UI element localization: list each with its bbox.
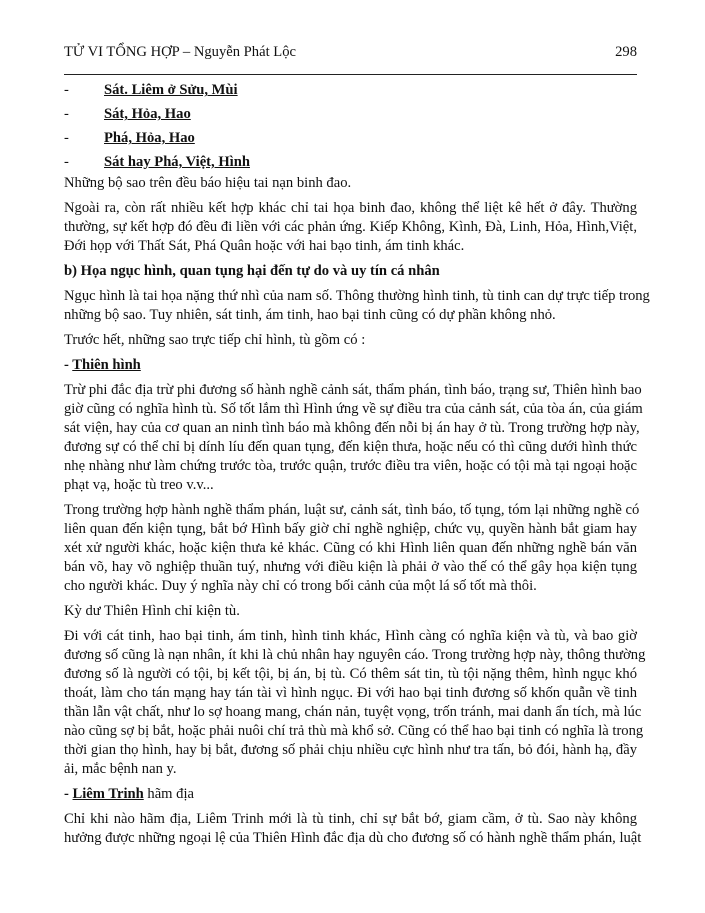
page-number: 298 — [615, 44, 637, 60]
text-line: nhẹ nhàng như làm chứng trước tòa, trước quận, trước điều tra viên, hoặc có tội mà tại ngoại hoặc — [64, 458, 637, 474]
text-line: Kỳ dư Thiên Hình chỉ kiện tù. — [64, 603, 240, 619]
page-body — [64, 78, 650, 854]
text-line: sát viện, hay của cơ quan an ninh tình báo mà không đến nỗi bị án hay ở tù. Trong trường hợp này, — [64, 420, 640, 436]
text-line: thần lẫn vật chất, như lo sợ hoang mang, chán nản, tuyệt vọng, trốn tránh, mai danh ẩn tích, mà lúc — [64, 704, 642, 720]
text-line: Trong trường hợp hành nghề thẩm phán, luật sư, cảnh sát, tình báo, tố tụng, tóm lại những nghề có — [64, 502, 640, 518]
header-title: TỬ VI TỔNG HỢP – Nguyễn Phát Lộc — [64, 44, 296, 60]
text-line: Trừ phi đắc địa trừ phi đương số hành nghề cảnh sát, thẩm phán, tình báo, trạng sư, Thiên hình bao — [64, 382, 642, 398]
text-line: đương số là người có tội, bị kết tội, bị án, bị tù. Có thêm sát tin, tù tội nặng thêm, hình ngục khó — [64, 666, 637, 682]
paragraph — [64, 287, 650, 325]
text-line: thường, sự kết hợp đó đều đi liền với các phản ứng. Kiếp Không, Kình, Đà, Linh, Hỏa, Hình,Việt, — [64, 219, 637, 235]
paragraph — [64, 331, 637, 350]
page-header — [64, 42, 637, 62]
header-rule — [64, 74, 637, 75]
text-line: bán võ, hay võ nghiệp thuần tuý, nhưng với điều kiện là phải ở vào thế có thể gây họa kiện tụng — [64, 559, 637, 575]
text-line: cho người khác. Duy ý nghĩa này chỉ có trong bối cảnh của một lá số tốt mà thôi. — [64, 578, 537, 594]
section-heading: b) Họa ngục hình, quan tụng hại đến tự do và uy tín cá nhân — [64, 263, 440, 279]
paragraph — [64, 810, 642, 848]
text-line: thời gian thọ hình, hay bị bắt, đương số phải chịu nhiều cực hình như tra tấn, bỏ đói, hành hạ, đầy — [64, 742, 637, 758]
text-line: Đới họp với Thất Sát, Phá Quân hoặc với hai bạo tinh, ám tinh khác. — [64, 238, 465, 254]
paragraph — [64, 627, 646, 779]
paragraph — [64, 501, 640, 596]
text-line: Những bộ sao trên đều báo hiệu tai nạn binh đao. — [64, 175, 352, 191]
text-line: Ngục hình là tai họa nặng thứ nhì của nam số. Thông thường hình tinh, tù tinh can dự trực tiếp trong — [64, 288, 650, 304]
text-line: Chỉ khi nào hãm địa, Liêm Trinh mới là tù tinh, chỉ sự bắt bớ, giam cầm, ở tù. Sao này không — [64, 811, 637, 827]
text-line: Ngoài ra, còn rất nhiều kết hợp khác chỉ tai họa binh đao, không thể liệt kê hết ở đây. Thường — [64, 200, 637, 216]
text-line: phạt vạ, hoặc tù treo v.v... — [64, 477, 214, 493]
text-line: nào cũng sợ bị bắt, hoặc phải nuôi chí trả thù mà khổ sở. Cũng có thể hao bại tinh có nghĩa là trong — [64, 723, 644, 739]
text-line: hưởng được những ngoại lệ của Thiên Hình đắc địa dù cho đương số có hành nghề thẩm phán, luật — [64, 830, 642, 846]
paragraph — [64, 174, 637, 193]
text-line: Đi với cát tinh, hao bại tinh, ám tinh, hình tinh khác, Hình càng có nghĩa kiện và tù, và bao giờ — [64, 628, 637, 644]
list-item: - Sát. Liêm ở Sửu, Mùi — [64, 82, 238, 98]
list-item: - Sát hay Phá, Việt, Hình — [64, 154, 250, 170]
subheading-thien-hinh: - Thiên hình — [64, 357, 141, 373]
text-line: những bộ sao. Tuy nhiên, sát tinh, ám tinh, hao bại tinh cũng có dự phần không nhỏ. — [64, 307, 556, 323]
text-line: đương số cũng là nạn nhân, ít khi là chủ nhân hay nguyên cáo. Trong trường hợp này, thông thường — [64, 647, 646, 663]
text-line: thoát, làm cho tán mạng hay tán tài vì hình ngục. Đi với hao bại tinh đương số khốn quẫn về tinh — [64, 685, 637, 701]
text-line: Trước hết, những sao trực tiếp chỉ hình, tù gồm có : — [64, 332, 366, 348]
paragraph — [64, 199, 637, 256]
text-line: liên quan đến kiện tụng, bắt bớ Hình bấy giờ chỉ nghề nghiệp, chức vụ, quyền hành bắt giam hay — [64, 521, 637, 537]
text-line: ải, mắc bệnh nan y. — [64, 761, 177, 777]
paragraph — [64, 602, 637, 621]
list-item: - Sát, Hỏa, Hao — [64, 106, 191, 122]
text-line: đương sự có thể chỉ bị dính líu đến quan tụng, đến kiện thưa, hoặc nếu có thì cũng dưới hình thức — [64, 439, 637, 455]
text-line: giờ cũng có nghĩa hình tù. Số tốt lắm thì Hình ứng về sự điều tra của cảnh sát, của tòa án, của giám — [64, 401, 643, 417]
paragraph — [64, 381, 643, 495]
list-item: - Phá, Hỏa, Hao — [64, 130, 195, 146]
subheading-liem-trinh: - Liêm Trinh hãm địa — [64, 786, 195, 802]
text-line: xét xử người khác, hoặc kiện thưa kẻ khác. Cũng có khi Hình liên quan đến những nghề bán văn — [64, 540, 637, 556]
